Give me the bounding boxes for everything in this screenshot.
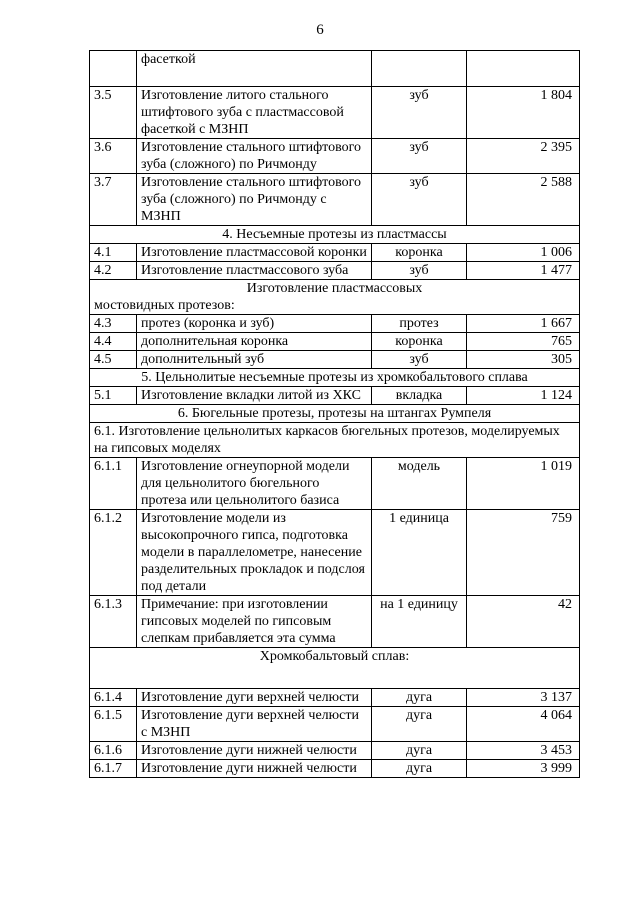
table-row	[90, 87, 580, 139]
item-code: 4.3	[90, 315, 137, 333]
table-row	[90, 315, 580, 333]
section-title: Изготовление пластмассовых	[246, 281, 423, 296]
section-header	[90, 648, 580, 689]
item-code	[90, 51, 137, 87]
section-header	[90, 369, 580, 387]
table-row	[90, 333, 580, 351]
item-unit: дуга	[372, 689, 467, 707]
section-header	[90, 405, 580, 423]
item-price: 3 137	[467, 689, 580, 707]
item-price: 3 999	[467, 760, 580, 778]
item-price: 3 453	[467, 742, 580, 760]
item-unit: протез	[372, 315, 467, 333]
table-row	[90, 244, 580, 262]
item-name: Изготовление литого стального штифтового зуба с пластмассовой фасеткой с МЗНП	[137, 87, 372, 139]
item-unit: дуга	[372, 760, 467, 778]
item-price: 1 006	[467, 244, 580, 262]
table-row	[90, 689, 580, 707]
item-price: 759	[467, 510, 580, 596]
item-name: Изготовление дуги верхней челюсти с МЗНП	[137, 707, 372, 742]
item-code: 6.1.4	[90, 689, 137, 707]
item-unit: коронка	[372, 333, 467, 351]
item-code: 6.1.6	[90, 742, 137, 760]
item-price: 42	[467, 596, 580, 648]
price-table-body	[90, 51, 580, 778]
section-header-row	[90, 369, 580, 387]
item-price: 765	[467, 333, 580, 351]
item-price: 1 019	[467, 458, 580, 510]
item-code: 6.1.7	[90, 760, 137, 778]
item-price: 2 395	[467, 139, 580, 174]
section-header	[90, 280, 580, 315]
item-price: 2 588	[467, 174, 580, 226]
item-unit: зуб	[372, 351, 467, 369]
item-name: Изготовление пластмассовой коронки	[137, 244, 372, 262]
table-row	[90, 742, 580, 760]
item-price: 1 667	[467, 315, 580, 333]
table-row	[90, 262, 580, 280]
section-subtitle: мостовидных протезов:	[94, 298, 235, 313]
section-header	[90, 226, 580, 244]
item-price: 4 064	[467, 707, 580, 742]
item-name: Изготовление пластмассового зуба	[137, 262, 372, 280]
item-price	[467, 51, 580, 87]
item-unit: модель	[372, 458, 467, 510]
item-name: фасеткой	[137, 51, 372, 87]
table-row	[90, 707, 580, 742]
table-row	[90, 458, 580, 510]
item-name: Примечание: при изготовлении гипсовых моделей по гипсовым слепкам прибавляется эта сумма	[137, 596, 372, 648]
section-header-row	[90, 280, 580, 315]
section-title: 6. Бюгельные протезы, протезы на штангах Румпеля	[177, 406, 492, 421]
section-title: 4. Несъемные протезы из пластмассы	[222, 227, 447, 242]
table-row	[90, 596, 580, 648]
item-code: 3.7	[90, 174, 137, 226]
section-title: 6.1. Изготовление цельнолитых каркасов бюгельных протезов, моделируемых на гипсовых моделях	[94, 424, 560, 456]
item-unit: 1 единица	[372, 510, 467, 596]
item-name: Изготовление стального штифтового зуба (сложного) по Ричмонду	[137, 139, 372, 174]
item-unit: зуб	[372, 139, 467, 174]
item-unit	[372, 51, 467, 87]
item-code: 6.1.1	[90, 458, 137, 510]
item-unit: зуб	[372, 174, 467, 226]
item-name: Изготовление стального штифтового зуба (сложного) по Ричмонду с МЗНП	[137, 174, 372, 226]
page-number: 6	[316, 22, 324, 38]
item-unit: коронка	[372, 244, 467, 262]
item-unit: зуб	[372, 262, 467, 280]
item-price: 1 124	[467, 387, 580, 405]
item-code: 6.1.3	[90, 596, 137, 648]
item-unit: дуга	[372, 707, 467, 742]
item-name: Изготовление дуги нижней челюсти	[137, 742, 372, 760]
section-header	[90, 423, 580, 458]
item-code: 4.4	[90, 333, 137, 351]
table-row	[90, 760, 580, 778]
section-title: Хромкобальтовый сплав:	[259, 649, 410, 664]
item-code: 4.5	[90, 351, 137, 369]
item-code: 6.1.5	[90, 707, 137, 742]
item-unit: зуб	[372, 87, 467, 139]
item-code: 4.2	[90, 262, 137, 280]
section-header-row	[90, 405, 580, 423]
price-table	[89, 50, 580, 778]
item-name: протез (коронка и зуб)	[137, 315, 372, 333]
item-code: 6.1.2	[90, 510, 137, 596]
item-name: Изготовление дуги верхней челюсти	[137, 689, 372, 707]
item-unit: вкладка	[372, 387, 467, 405]
item-unit: на 1 единицу	[372, 596, 467, 648]
table-row	[90, 510, 580, 596]
item-code: 3.5	[90, 87, 137, 139]
item-price: 305	[467, 351, 580, 369]
section-header-row	[90, 648, 580, 689]
table-row	[90, 387, 580, 405]
item-price: 1 477	[467, 262, 580, 280]
table-row	[90, 351, 580, 369]
table-row-continuation	[90, 51, 580, 87]
item-name: Изготовление модели из высокопрочного гипса, подготовка модели в параллелометре, нанесение разделительных прокладок и подслоя под детали	[137, 510, 372, 596]
section-title: 5. Цельнолитые несъемные протезы из хромкобальтового сплава	[141, 370, 528, 385]
section-header-row	[90, 226, 580, 244]
item-name: Изготовление дуги нижней челюсти	[137, 760, 372, 778]
item-name: дополнительный зуб	[137, 351, 372, 369]
item-code: 3.6	[90, 139, 137, 174]
table-row	[90, 174, 580, 226]
item-code: 4.1	[90, 244, 137, 262]
item-name: дополнительная коронка	[137, 333, 372, 351]
item-name: Изготовление огнеупорной модели для цельнолитого бюгельного протеза или цельнолитого базиса	[137, 458, 372, 510]
table-row	[90, 139, 580, 174]
item-price: 1 804	[467, 87, 580, 139]
section-header-row	[90, 423, 580, 458]
item-unit: дуга	[372, 742, 467, 760]
item-name: Изготовление вкладки литой из ХКС	[137, 387, 372, 405]
item-code: 5.1	[90, 387, 137, 405]
